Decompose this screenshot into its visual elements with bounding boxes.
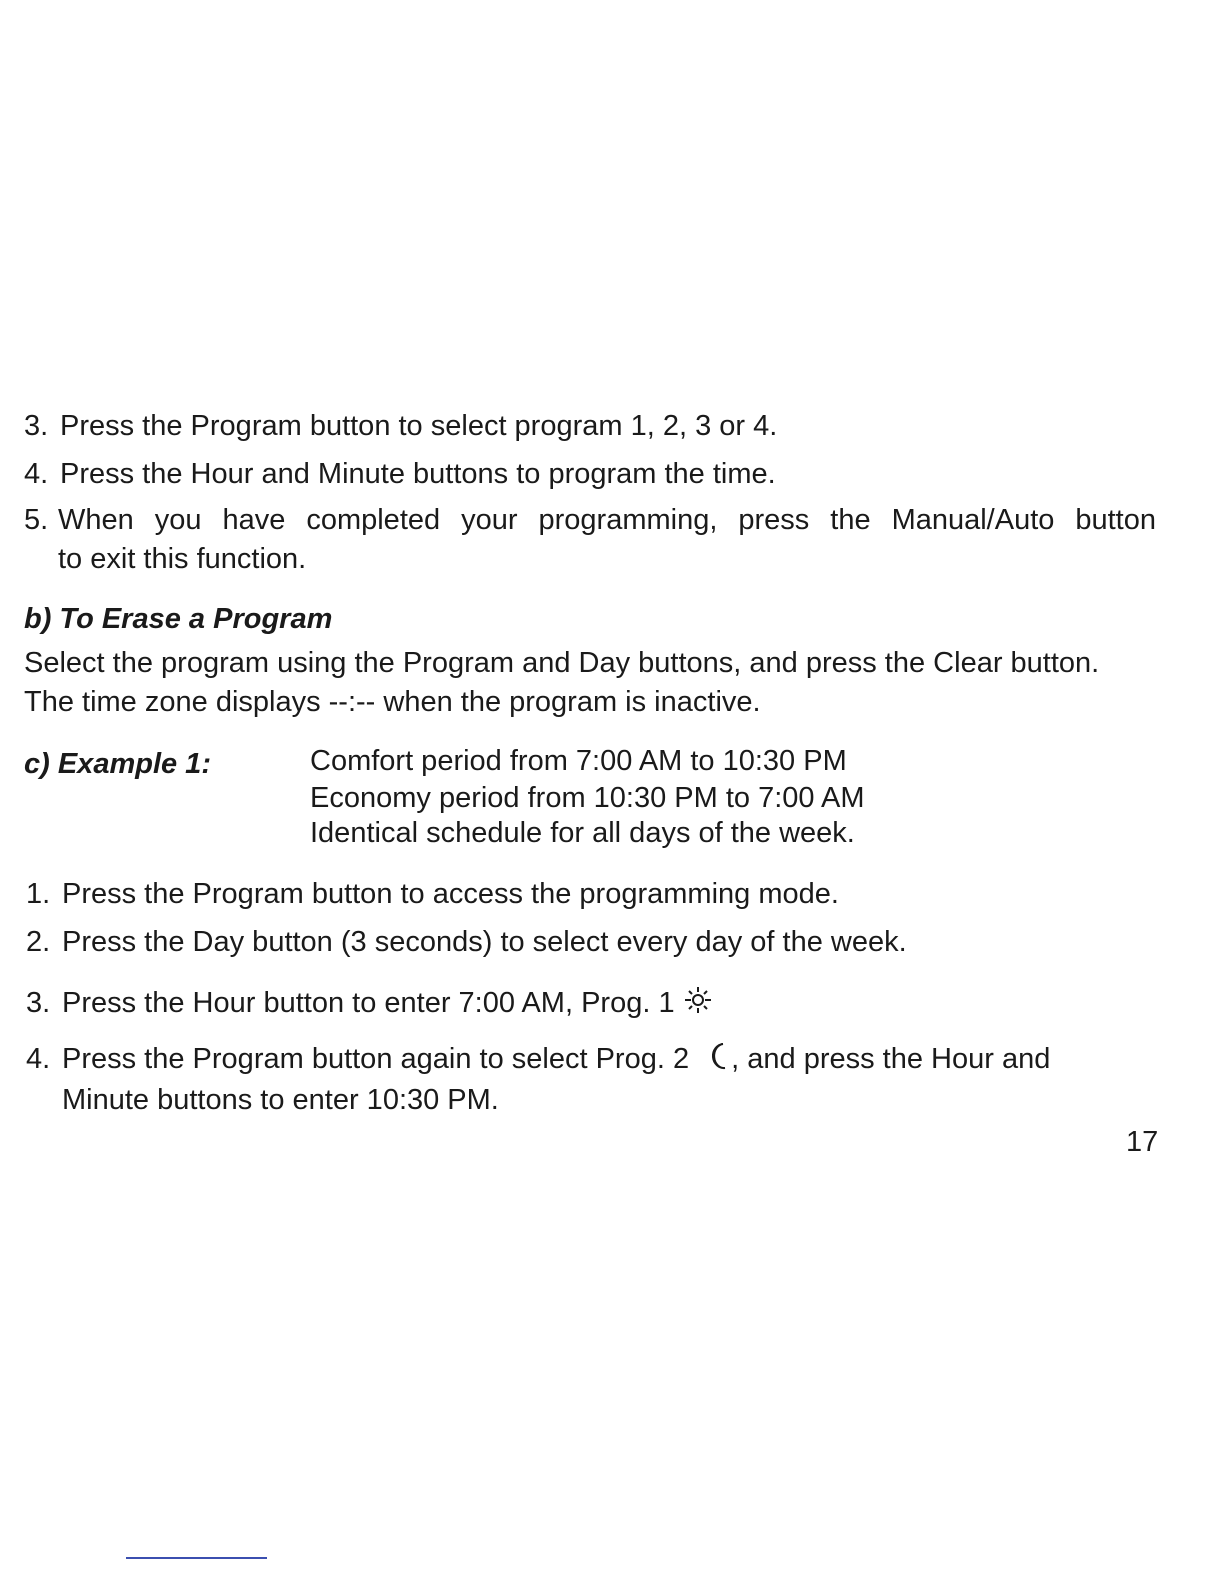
word: completed [306, 504, 441, 536]
sun-icon [683, 985, 713, 1024]
paragraph-line: Select the program using the Program and Day buttons, and press the Clear button. [24, 647, 1100, 679]
list-item [26, 1041, 1050, 1080]
list-item-number: 5. [24, 504, 49, 536]
list-item-text: , and press the Hour and [731, 1043, 1051, 1076]
list-item-number: 2. [26, 926, 51, 958]
word: When [58, 504, 134, 536]
list-item-number: 3. [24, 410, 49, 442]
list-item-continuation: to exit this function. [58, 543, 307, 575]
list-item [26, 985, 713, 1024]
list-item [24, 502, 60, 538]
list-item-text: Press the Hour and Minute buttons to program the time. [60, 458, 776, 490]
page-number: 17 [1126, 1126, 1159, 1158]
word: the [830, 504, 871, 536]
word: press [738, 504, 810, 536]
paragraph-line: The time zone displays --:-- when the program is inactive. [24, 686, 761, 718]
list-item-text: Press the Hour button to enter 7:00 AM, Prog. 1 [62, 987, 675, 1020]
list-item-number: 3. [26, 987, 51, 1020]
list-item [24, 456, 776, 492]
list-item-text: Press the Program button to select program 1, 2, 3 or 4. [60, 410, 778, 442]
list-item-number: 4. [26, 1043, 51, 1076]
section-heading-erase: b) To Erase a Program [24, 603, 333, 635]
section-heading-example: c) Example 1: [24, 748, 211, 780]
list-item [26, 924, 907, 960]
word: programming, [538, 504, 718, 536]
word: have [222, 504, 286, 536]
list-item-number: 1. [26, 878, 51, 910]
word: Manual/Auto [891, 504, 1055, 536]
moon-icon [707, 1041, 731, 1080]
list-item-text: Press the Program button to access the programming mode. [62, 878, 839, 910]
list-item [26, 876, 839, 912]
example-line: Identical schedule for all days of the week. [310, 817, 855, 849]
example-line: Economy period from 10:30 PM to 7:00 AM [310, 782, 865, 814]
list-item-text: Press the Program button again to select Prog. 2 [62, 1043, 690, 1076]
bottom-rule [126, 1557, 267, 1559]
word: you [154, 504, 202, 536]
list-item-text-justified [58, 502, 1156, 538]
list-item-number: 4. [24, 458, 49, 490]
list-item-text: Press the Day button (3 seconds) to select every day of the week. [62, 926, 907, 958]
word: your [461, 504, 518, 536]
list-item-continuation: Minute buttons to enter 10:30 PM. [62, 1084, 499, 1116]
word: button [1075, 504, 1156, 536]
list-item [24, 408, 777, 444]
example-line: Comfort period from 7:00 AM to 10:30 PM [310, 745, 847, 777]
